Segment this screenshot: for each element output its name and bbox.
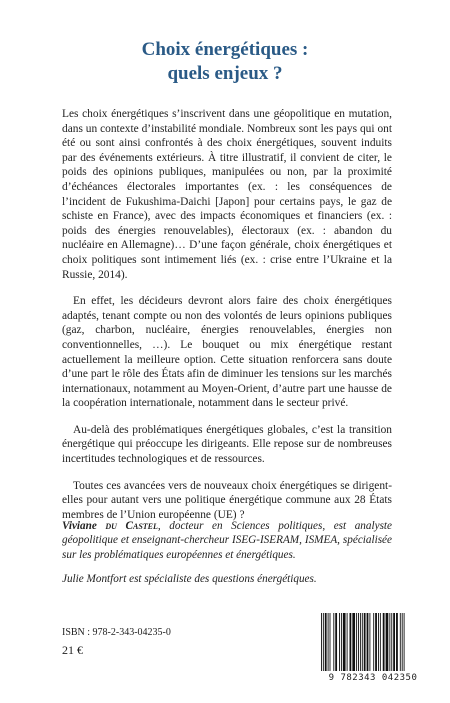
title-line-1: Choix énergétiques :	[141, 39, 309, 60]
title-line-2: quels enjeux ?	[167, 63, 283, 84]
author-bio	[62, 519, 392, 597]
author-bio-paragraph	[62, 519, 392, 562]
book-title	[0, 38, 450, 86]
barcode	[313, 611, 433, 691]
paragraph-1: Les choix énergétiques s’inscrivent dans une géopolitique en mutation, dans un contexte d’instabilité mondiale. Nombreux sont les pays qui ont été ou sont ainsi confrontés à des choix énergétiques, souvent induits par des événements extérieurs. À titre illustratif, il convient de citer, le poids des opinions publiques, manipulées ou non, par la proximité d’échéances électorales importantes (ex. : les conséquences de l’incident de Fukushima-Daichi [Japon] pour certains pays, le gaz de schiste en France), avec des impacts économiques et financiers (ex. : poids des énergies renouvelables), électoraux (ex. : abandon du nucléaire en Allemagne)… D’une façon générale, choix énergétiques et choix politiques sont intimement liés (ex. : crise entre l’Ukraine et la Russie, 2014).	[62, 108, 392, 281]
author-surname-particle: du	[105, 520, 117, 532]
author-description: , docteur en Sciences politiques, est analyste géopolitique et enseignant-chercheur ISEG-ISERAM, ISMEA, spécialisée sur les problématiques européennes et énergétiques.	[62, 520, 393, 561]
back-cover-text	[62, 107, 392, 534]
author-first-name: Viviane	[62, 520, 97, 532]
price-text: 21 €	[62, 643, 83, 657]
coauthor-bio: Julie Montfort est spécialiste des questions énergétiques.	[62, 573, 317, 586]
barcode-digits: 9 782343 042350	[328, 673, 418, 683]
author-surname: Castel	[125, 520, 158, 532]
isbn-text: ISBN : 978-2-343-04235-0	[62, 627, 171, 638]
paragraph-3: Au-delà des problématiques énergétiques globales, c’est la transition énergétique qui préoccupe les dirigeants. Elle repose sur de nombreuses incertitudes technologiques et de ressources.	[62, 423, 392, 466]
author-name	[62, 520, 158, 532]
barcode-bars	[313, 611, 433, 673]
paragraph-4: Toutes ces avancées vers de nouveaux choix énergétiques se dirigent-elles pour autant vers une politique énergétique commune aux 28 États membres de l’Union européenne (UE) ?	[62, 479, 392, 521]
paragraph-2: En effet, les décideurs devront alors faire des choix énergétiques adaptés, tenant compte ou non des volontés de leurs opinions publiques (gaz, charbon, nucléaire, énergies renouvelables, énergies non conventionnelles, …). Le bouquet ou mix énergétique restant actuellement la meilleure option. Cette situation renforcera sans doute d’une part le rôle des États afin de diminuer les tensions sur les marchés internationaux, notamment au Moyen-Orient, d’autre part une hausse de la coopération internationale, notamment dans le secteur privé.	[62, 295, 392, 410]
